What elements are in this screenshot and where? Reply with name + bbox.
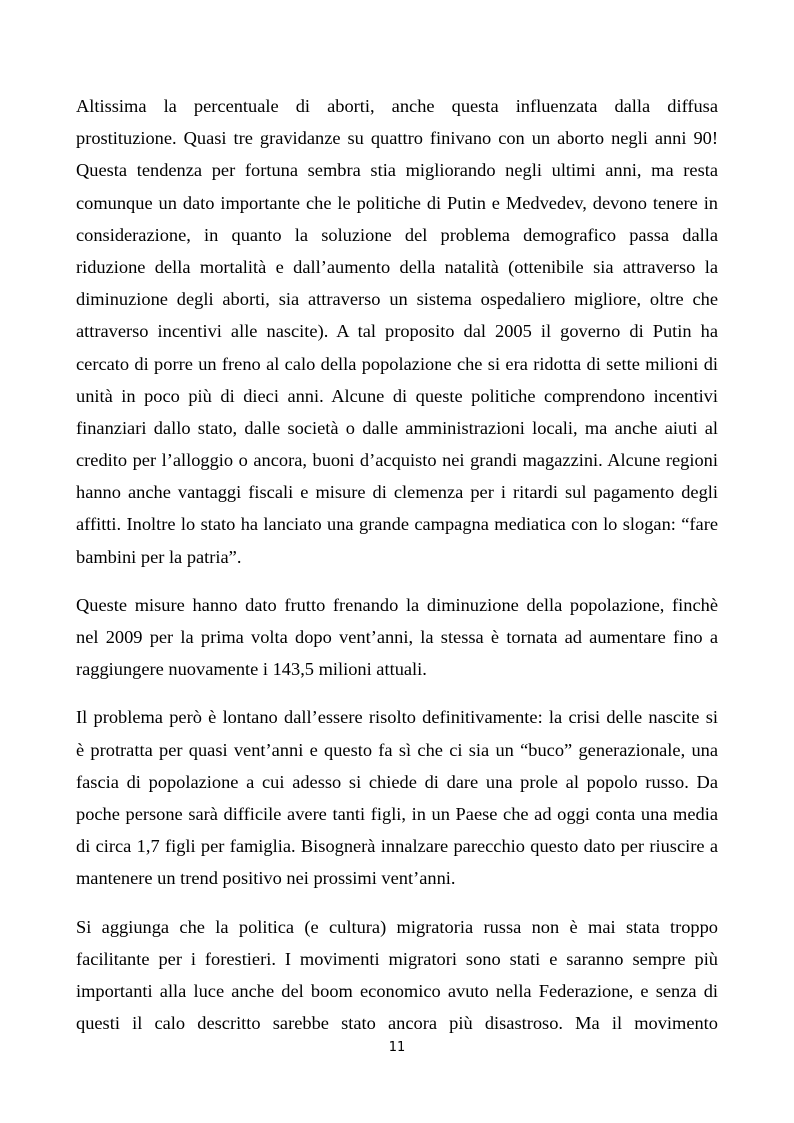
text-line: Altissima la percentuale di aborti, anche questa influenzata dalla diffusa <box>76 96 718 116</box>
text-line: facilitante per i forestieri. I movimenti migratori sono stati e saranno sempre più <box>76 948 718 969</box>
text-line: diminuzione degli aborti, sia attraverso un sistema ospedaliero migliore, oltre che <box>76 289 718 310</box>
text-line: affitti. Inoltre lo stato ha lanciato una grande campagna mediatica con lo slogan: “fare <box>76 514 718 535</box>
text-line: riduzione della mortalità e dall’aumento della natalità (ottenibile sia attraverso la <box>76 256 718 277</box>
text-line: attraverso incentivi alle nascite). A tal proposito dal 2005 il governo di Putin ha <box>76 321 718 342</box>
paragraph <box>76 911 718 1040</box>
body-text <box>76 90 718 1055</box>
text-line: Si aggiunga che la politica (e cultura) migratoria russa non è mai stata troppo <box>76 916 718 937</box>
paragraph <box>76 90 718 573</box>
text-line: finanziari dallo stato, dalle società o dalle amministrazioni locali, ma anche aiuti al <box>76 417 718 438</box>
text-line: questi il calo descritto sarebbe stato ancora più disastroso. Ma il movimento <box>76 1013 718 1034</box>
text-line: mantenere un trend positivo nei prossimi vent’anni. <box>76 868 456 889</box>
text-line: è protratta per quasi vent’anni e questo fa sì che ci sia un “buco” generazionale, una <box>76 739 718 760</box>
text-line: comunque un dato importante che le politiche di Putin e Medvedev, devono tenere in <box>76 192 718 213</box>
text-line: Questa tendenza per fortuna sembra stia migliorando negli ultimi anni, ma resta <box>76 160 718 181</box>
text-line: poche persone sarà difficile avere tanti figli, in un Paese che ad oggi conta una media <box>76 803 718 824</box>
page-number: 11 <box>388 1040 406 1055</box>
text-line: prostituzione. Quasi tre gravidanze su quattro finivano con un aborto negli anni 90! <box>76 128 718 149</box>
text-line: nel 2009 per la prima volta dopo vent’anni, la stessa è tornata ad aumentare fino a <box>76 627 718 647</box>
text-line: fascia di popolazione a cui adesso si chiede di dare una prole al popolo russo. Da <box>76 771 718 792</box>
text-line: Il problema però è lontano dall’essere risolto definitivamente: la crisi delle nascite si <box>76 707 718 728</box>
text-line: unità in poco più di dieci anni. Alcune di queste politiche comprendono incentivi <box>76 385 718 406</box>
text-line: bambini per la patria”. <box>76 546 242 567</box>
text-line: raggiungere nuovamente i 143,5 milioni attuali. <box>76 659 427 680</box>
text-line: hanno anche vantaggi fiscali e misure di clemenza per i ritardi sul pagamento degli <box>76 482 718 503</box>
text-line: credito per l’alloggio o ancora, buoni d’acquisto nei grandi magazzini. Alcune regioni <box>76 450 718 471</box>
text-line: Queste misure hanno dato frutto frenando la diminuzione della popolazione, finchè <box>76 594 718 615</box>
text-line: considerazione, in quanto la soluzione del problema demografico passa dalla <box>76 224 718 245</box>
text-line: di circa 1,7 figli per famiglia. Bisognerà innalzare parecchio questo dato per riuscire a <box>76 836 718 857</box>
text-line: importanti alla luce anche del boom economico avuto nella Federazione, e senza di <box>76 980 718 1001</box>
text-line: cercato di porre un freno al calo della popolazione che si era ridotta di sette milioni di <box>76 353 718 374</box>
paragraph <box>76 589 718 686</box>
paragraph <box>76 701 718 894</box>
